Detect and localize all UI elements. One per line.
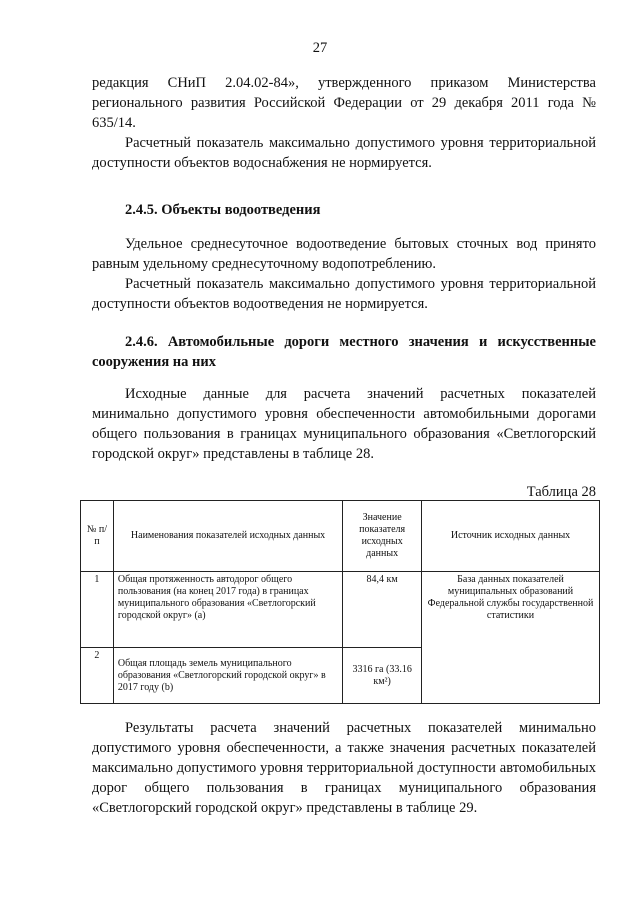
paragraph-roads-results: Результаты расчета значений расчетных показателей минимально допустимого уровня обеспеченности, а также значения расчетных показателей максимально допустимого уровня территориальной доступности автомобильных дорог общего пользования в границах муниципального образования «Светлогорский городской округ» представлены в таблице 29. — [92, 720, 596, 816]
table-caption: Таблица 28 — [526, 484, 596, 500]
table-row — [81, 572, 600, 648]
page-number: 27 — [312, 40, 328, 56]
header-value: Значение показателя исходных данных — [343, 501, 422, 572]
header-name: Наименования показателей исходных данных — [113, 501, 342, 572]
paragraph-water-supply-accessibility: Расчетный показатель максимально допустимого уровня территориальной доступности объектов водоснабжения не нормируется. — [92, 135, 596, 171]
paragraph-roads-input-data: Исходные данные для расчета значений расчетных показателей минимально допустимого уровня обеспеченности автомобильными дорогами общего пользования в границах муниципального образования «Светлогорский городской округ» представлены в таблице 28. — [92, 386, 596, 462]
row-value: 84,4 км — [343, 572, 422, 648]
row-source: База данных показателей муниципальных образований Федеральной службы государственной статистики — [422, 572, 600, 704]
table-header-row — [81, 501, 600, 572]
section-heading-wastewater: 2.4.5. Объекты водоотведения — [125, 202, 321, 218]
input-data-table — [80, 500, 600, 704]
row-name: Общая протяженность автодорог общего пользования (на конец 2017 года) в границах муниципального образования «Светлогорский городской округ» (a) — [113, 572, 342, 648]
paragraph-wastewater-accessibility: Расчетный показатель максимально допустимого уровня территориальной доступности объектов водоотведения не нормируется. — [92, 276, 596, 312]
row-name: Общая площадь земель муниципального образования «Светлогорский городской округ» в 2017 году (b) — [113, 648, 342, 704]
header-num: № п/п — [81, 501, 114, 572]
row-num: 2 — [81, 648, 114, 704]
header-source: Источник исходных данных — [422, 501, 600, 572]
section-heading-roads: 2.4.6. Автомобильные дороги местного значения и искусственные сооружения на них — [92, 334, 596, 370]
paragraph-wastewater-rate: Удельное среднесуточное водоотведение бытовых сточных вод принято равным удельному среднесуточному водопотреблению. — [92, 236, 596, 272]
row-num: 1 — [81, 572, 114, 648]
row-value: 3316 га (33.16 км²) — [343, 648, 422, 704]
paragraph-snip-reference: редакция СНиП 2.04.02-84», утвержденного приказом Министерства регионального развития Российской Федерации от 29 декабря 2011 года № 635/14. — [92, 75, 596, 131]
